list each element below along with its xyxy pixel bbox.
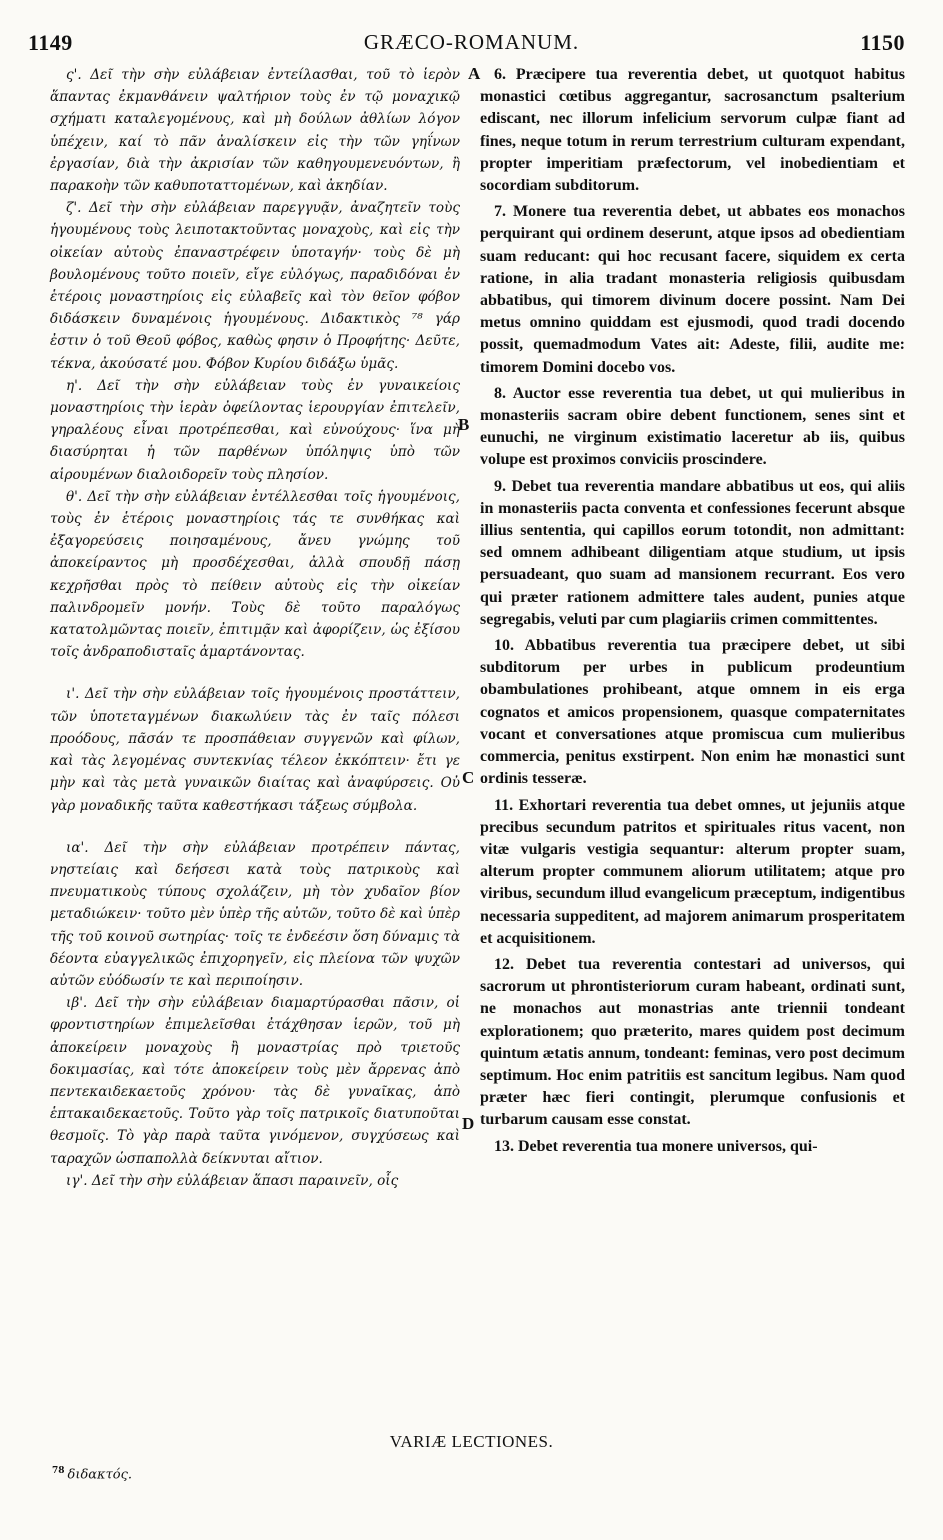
footnote — [52, 1466, 132, 1482]
latin-paragraph-9: 9. Debet tua reverentia mandare abbatibus ut eos, qui aliis in monasteriis pacta conventa et confessiones fecerunt absque illius sententia, qui capillos eorum totondit, non admittant: sed omnem adhibeant diligentiam atque studium, ut ipsis persuadeant, quo suam ad mansionem recurrant. Eos vero qui præter rationem admittere tales audent, punies atque segregabis, veluti par cum plagiariis crimen committentes. — [480, 477, 905, 628]
greek-paragraph-12: ιβ'. Δεῖ τὴν σὴν εὐλάβειαν διαμαρτύρασθαι πᾶσιν, οἱ φροντιστηρίων ἐπιμελεῖσθαι ἐτάχθησαν ἱερῶν, τοῦ μὴ ἀποκείρειν μοναχοὺς ἢ μοναστρίας πρὸ τριετοῦς δοκιμασίας, καὶ τότε ἀποκείρειν τοὺς μὲν ἄρρενας ἀπὸ πεντεκαιδεκαετοῦς χρόνου· τὰς δὲ γυναῖκας, ἀπὸ ἑπτακαιδεκαετοῦς. Τοῦτο γὰρ τοῖς πατρικοῖς διατυποῦται θεσμοῖς. Τὸ γὰρ παρὰ ταῦτα γινόμενον, συγχύσεως καὶ ταραχῶν ὡσπαπολλὰ δείκνυται αἴτιον. — [50, 995, 460, 1167]
footnote-text: διδακτός. — [67, 1467, 133, 1483]
greek-paragraph-10: ι'. Δεῖ τὴν σὴν εὐλάβειαν τοῖς ἡγουμένοις προστάττειν, τῶν ὑποτεταγμένων διακωλύειν τὰς ἐν ταῖς πόλεσι προόδους, πᾶσάν τε προσπάθειαν συγγενῶν καὶ φίλων, καὶ τὰς λεγομένας συντεκνίας τέλεον ἐκκόπτειν· ἔτι γε μὴν καὶ τὰς μετὰ γυναικῶν διαίτας καὶ ἀναφύρσεις. Οὐ γὰρ μοναδικῆς ταῦτα καθεστήκασι τάξεως σύμβολα. — [50, 686, 460, 814]
margin-marker-a: A — [468, 64, 481, 83]
latin-paragraph-12: 12. Debet tua reverentia contestari ad universos, qui sacrorum ut phrontisteriorum curam habeant, ordinati sunt, ne monachos aut monastrias ante triennii tondeant explorationem; quo præterito, mares quidem post decimum quintum ætatis annum, tondeant: feminas, vero post decimum septimum. Hoc enim patritiis est sancitum legibus. Nam quod præter hæc fieri contingit, plerumque confusionis et turbarum causam esse constat. — [480, 955, 905, 1129]
running-title: GRÆCO-ROMANUM. — [363, 30, 580, 54]
greek-paragraph-8: η'. Δεῖ τὴν σὴν εὐλάβειαν τοὺς ἐν γυναικείοις μοναστηρίοις τὴν ἱερὰν ὀφείλοντας ἱερουργίαν ἐπιτελεῖν, γηραλέους εἶναι προτρέπεσθαι, καὶ εὐνούχους· ἵνα μὴ διασύρηται ἡ τῶν παρθένων ὑπόληψις ὑπὸ τῶν αἱρουμένων διαλοιδορεῖν τοὺς πλησίον. — [50, 377, 460, 483]
greek-paragraph-7: ζ'. Δεῖ τὴν σὴν εὐλάβειαν παρεγγυᾷν, ἀναζητεῖν τοὺς ἡγουμένους τοὺς λειποτακτοῦντας μοναχοὺς, καὶ εἰς τὴν οἰκείαν αὐτοὺς ἐπαναστρέφειν ὑποταγήν· τοὺς δὲ μὴ βουλομένους τοῦτο ποιεῖν, εἴγε εὐλόγως, παραδιδόναι ἐν ἑτέροις μοναστηρίοις εἰς εὐλαβεῖς καὶ τὸν θεῖον φόβον διδάσκειν δυναμένοις ἡγουμένους. Διδακτικὸς ⁷⁸ γάρ ἐστιν ὁ τοῦ Θεοῦ φόβος, καθὼς φησιν ὁ Προφήτης· Δεῦτε, τέκνα, ἀκούσατέ μου. Φόβον Κυρίου διδάξω ὑμᾶς. — [50, 200, 460, 372]
latin-paragraph-6: 6. Præcipere tua reverentia debet, ut quotquot habitus monastici cœtibus aggregantur, sacrosanctum psalterium ediscant, nec illorum infelicium servorum culpæ fiant ad fines, neque totum in rerum terrestrium culturam expendant, propter imperitiam præfectorum, vel inobedientiam et socordiam subditorum. — [480, 66, 905, 195]
latin-paragraph-10: 10. Abbatibus reverentia tua præcipere debet, ut sibi subditorum per urbes in publicum prodeuntium obambulationes prohibeant, atque omnem in eis erga cognatos et amicos propensionem, quasque compaternitates vocant et conversationes atque promiscua cum mulieribus commercia, penitus exstirpent. Non enim hæ monastici sunt ordinis tesseræ. — [480, 637, 905, 788]
margin-marker-c: C — [462, 768, 475, 787]
margin-marker-d: D — [462, 1114, 475, 1133]
greek-paragraph-6: ς'. Δεῖ τὴν σὴν εὐλάβειαν ἐντείλασθαι, τοῦ τὸ ἱερὸν ἅπαντας ἐκμανθάνειν ψαλτήριον τοὺς ἐν τῷ μοναχικῷ σχήματι καταλεγομένους, καὶ μὴ δούλων ἀθλίων λόγον ὑπέχειν, καί τὸ πᾶν ἀναλίσκειν εἰς τὴν τῶν γηΐνων ἐργασίαν, διὰ τὴν ἀκρισίαν τῶν καθηγουμενευόντων, ἢ παρακοὴν τῶν καθυποταττομένων, καὶ ἀκηδίαν. — [50, 67, 460, 195]
latin-paragraph-8: 8. Auctor esse reverentia tua debet, ut qui mulieribus in monasteriis sacram obire debent functionem, senes sint et eunuchi, ne virginum existimatio laceretur ab iis, quibus volupe est proximos conviciis proscindere. — [480, 384, 905, 469]
greek-column — [50, 64, 460, 1192]
page-number-right: 1150 — [860, 30, 905, 55]
greek-paragraph-13: ιγ'. Δεῖ τὴν σὴν εὐλάβειαν ἅπασι παραινεῖν, οἷς — [66, 1172, 399, 1189]
variae-lectiones-heading: VARIÆ LECTIONES. — [389, 1432, 554, 1451]
greek-paragraph-9: θ'. Δεῖ τὴν σὴν εὐλάβειαν ἐντέλλεσθαι τοῖς ἡγουμένοις, τοὺς ἐν ἑτέροις μοναστηρίοις τάς τε συνθήκας καὶ ἐξαγορεύσεις ποιησαμένους, ἄνευ γνώμης τοῦ ἀποκείραντος μὴ προσδέχεσθαι, ἀλλὰ σπουδῇ πάσῃ κεχρῆσθαι πρὸς τὸ πείθειν αὐτοὺς εἰς τὴν οἰκείαν παλινδρομεῖν μονήν. Τοὺς δὲ τοῦτο παραλόγως κατατολμῶντας ποιεῖν, ἐπιτιμᾷν καὶ ἀφορίζειν, ὡς ἐξίσου τοῖς ἀνδραποδισταῖς ἁμαρτάνοντας. — [50, 488, 460, 661]
page-header — [0, 30, 943, 58]
page-number-left: 1149 — [28, 30, 73, 55]
footnote-mark: 78 — [52, 1466, 65, 1476]
latin-column — [480, 64, 905, 1158]
latin-paragraph-7: 7. Monere tua reverentia debet, ut abbates eos monachos perquirant qui ordinem deserunt, atque ipsos ad obedientiam suam reducant: qui hoc recusant facere, siquidem ex certa ratione, in alia tradant monasteria religiosis quibusdam abbatibus, qui timorem divinum docere possint. Nam Dei metus omnino quiddam est ejusmodi, quod tradi docendo possit, quemadmodum Vates ait: Adeste, filii, audite me: timorem Domini docebo vos. — [480, 203, 905, 376]
margin-marker-b: B — [458, 415, 470, 434]
latin-paragraph-11: 11. Exhortari reverentia tua debet omnes, ut jejuniis atque precibus secundum patritos et spirituales ritus vacent, non vitæ vulgaris vestigia sequantur: alterum propter suam, alterum propter communem aliorum utilitatem; atque pro viribus, secundum illud evangelicum præceptum, indigentibus necessaria suppeditent, ad majorem animarum prosperitatem et acquisitionem. — [480, 796, 905, 947]
latin-paragraph-13: 13. Debet reverentia tua monere universos, qui- — [494, 1137, 818, 1155]
greek-paragraph-11: ια'. Δεῖ τὴν σὴν εὐλάβειαν προτρέπειν πάντας, νηστείαις καὶ δεήσεσι κατὰ τοὺς πατρικοὺς καὶ πνευματικοὺς τύπους σχολάζειν, μὴ τὸν χυδαῖον βίον μεταδιώκειν· τοῦτο μὲν ὑπὲρ τῆς αὐτῶν, τοῦτο δὲ καὶ ὑπὲρ τῆς τοῦ κοινοῦ σωτηρίας· τοῖς τε ἐνδεέσιν ὅση δύναμις τὰ δέοντα εὐαγγελικῶς ἐπιχορηγεῖν, εἰς πλείονα τῶν ψυχῶν αὐτῶν εὐόδωσίν τε καὶ περιποίησιν. — [50, 839, 460, 989]
